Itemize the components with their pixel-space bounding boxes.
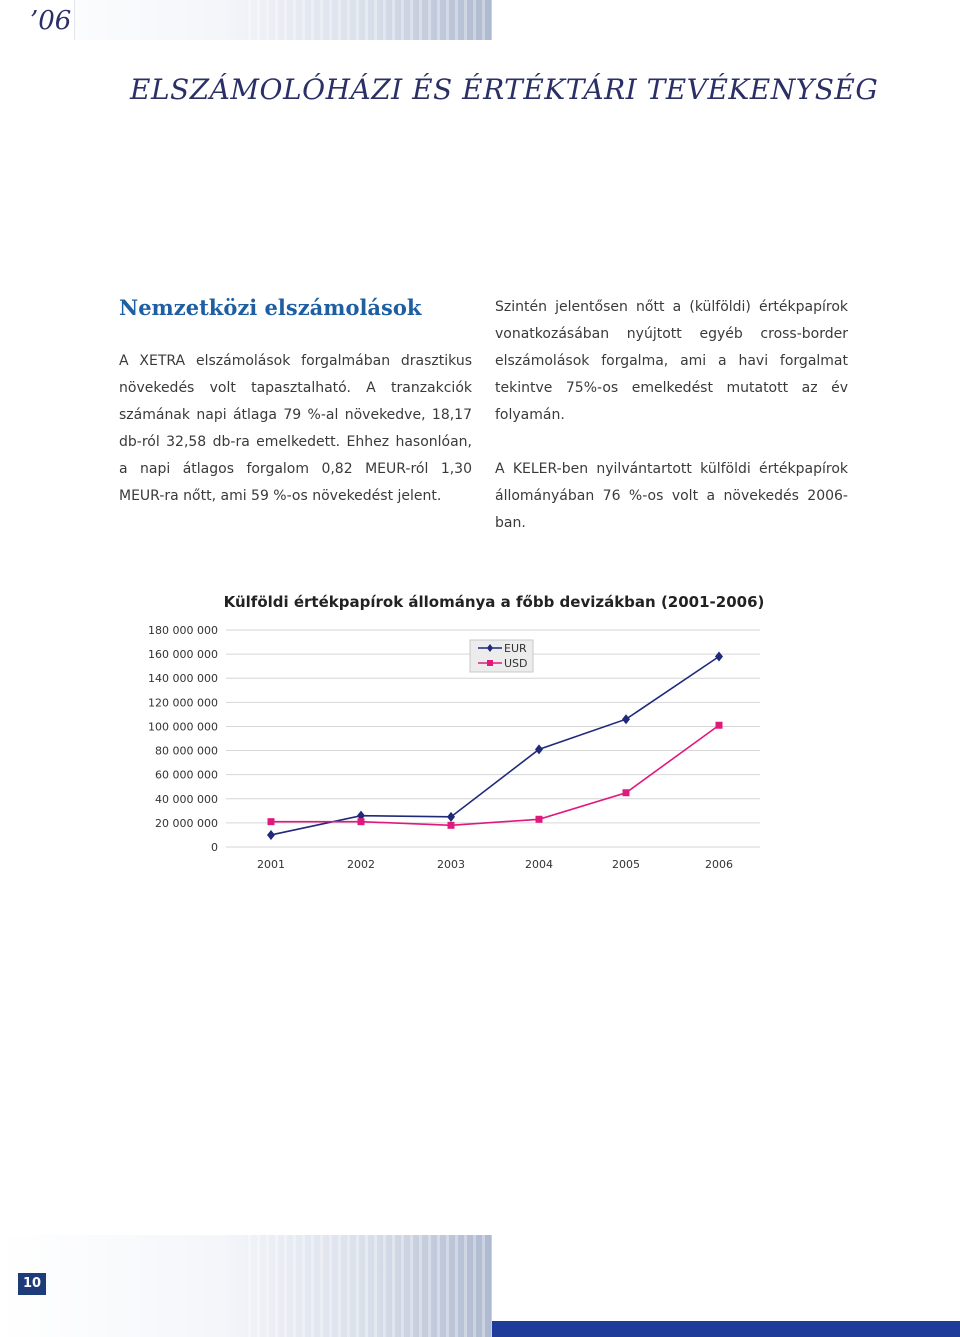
legend-label-usd: USD: [504, 657, 528, 670]
y-tick-label: 80 000 000: [155, 744, 218, 758]
data-point-eur: [715, 652, 723, 662]
data-point-usd: [358, 818, 365, 825]
x-tick-label: 2006: [705, 858, 733, 871]
year-label: ’06: [30, 6, 72, 36]
chart-svg: [140, 585, 780, 885]
data-point-usd: [623, 789, 630, 796]
y-tick-label: 0: [211, 841, 218, 854]
left-paragraph: A XETRA elszámolások forgalmában drasztikus növekedés volt tapasztalható. A tranzakciók számának napi átlaga 79 %-al növekedve, 18,17 db-ról 32,58 db-ra emelkedett. Ehhez hasonlóan, a napi átlagos forgalom 0,82 MEUR-ról 1,30 MEUR-ra nőtt, ami 59 %-os növekedést jelent.: [119, 353, 472, 504]
footer-accent-bar: [492, 1321, 960, 1337]
legend-marker-usd: [487, 660, 493, 666]
series-line-usd: [271, 725, 719, 825]
left-column: [119, 348, 472, 510]
data-point-usd: [448, 822, 455, 829]
y-tick-label: 180 000 000: [148, 624, 218, 637]
right-paragraph-1: Szintén jelentősen nőtt a (külföldi) értékpapírok vonatkozásában nyújtott egyéb cross-border elszámolások forgalma, ami a havi forgalmat tekintve 75%-os emelkedést mutatott az év folyamán.: [495, 299, 848, 423]
data-point-usd: [536, 816, 543, 823]
x-tick-label: 2004: [525, 858, 553, 871]
footer-bar: [0, 1235, 492, 1337]
x-tick-label: 2002: [347, 858, 375, 871]
year-box: [0, 0, 75, 40]
x-tick-label: 2001: [257, 858, 285, 871]
legend-label-eur: EUR: [504, 642, 527, 655]
data-point-usd: [268, 818, 275, 825]
data-point-eur: [447, 812, 455, 822]
x-tick-label: 2003: [437, 858, 465, 871]
y-tick-label: 140 000 000: [148, 672, 218, 686]
section-heading: Nemzetközi elszámolások: [119, 295, 422, 320]
page-title: ELSZÁMOLÓHÁZI ÉS ÉRTÉKTÁRI TEVÉKENYSÉG: [130, 73, 879, 106]
y-tick-label: 120 000 000: [148, 696, 218, 710]
page-number: 10: [18, 1273, 46, 1295]
x-tick-label: 2005: [612, 858, 640, 871]
series-line-eur: [271, 657, 719, 835]
data-point-eur: [622, 714, 630, 724]
footer-stripes: [242, 1235, 492, 1337]
right-paragraph-2: A KELER-ben nyilvántartott külföldi értékpapírok állományában 76 %-os volt a növekedés 2006-ban.: [495, 461, 848, 531]
y-tick-label: 60 000 000: [155, 768, 218, 782]
right-column: [495, 294, 848, 537]
data-point-eur: [535, 744, 543, 754]
data-point-usd: [716, 722, 723, 729]
data-point-eur: [267, 830, 275, 840]
line-chart: [140, 585, 780, 885]
y-tick-label: 100 000 000: [148, 720, 218, 734]
header-stripes: [242, 0, 492, 40]
y-tick-label: 40 000 000: [155, 792, 218, 806]
chart-title: Külföldi értékpapírok állománya a főbb devizákban (2001-2006): [223, 593, 765, 611]
y-tick-label: 20 000 000: [155, 816, 218, 830]
y-tick-label: 160 000 000: [148, 648, 218, 662]
